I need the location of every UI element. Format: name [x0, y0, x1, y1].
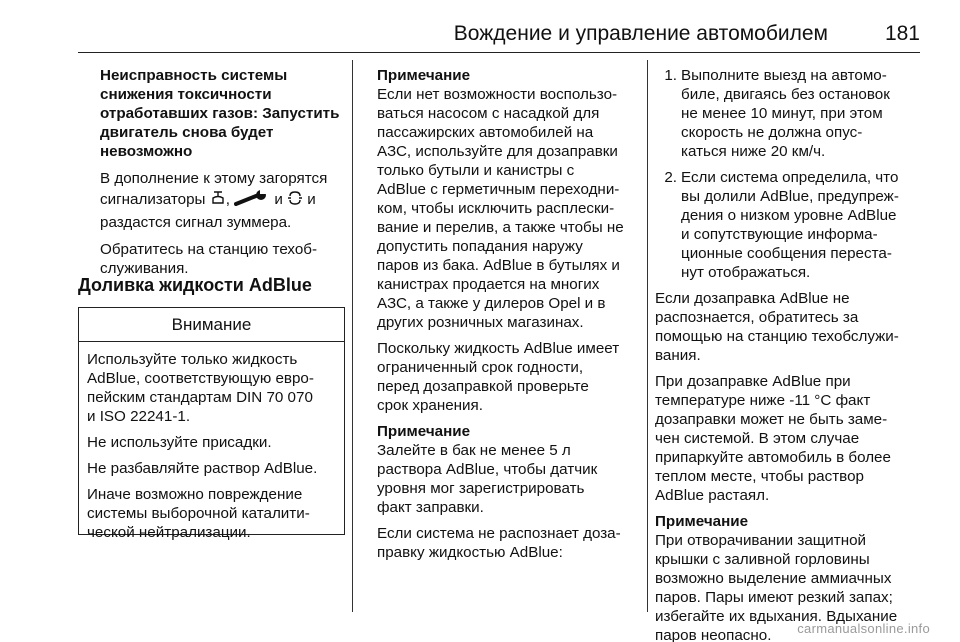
header-divider — [78, 52, 920, 53]
warning-paragraph — [87, 485, 336, 542]
watermark: carmanualsonline.info — [797, 621, 930, 636]
text-fragment: сигнализаторы — [100, 191, 210, 208]
text-line: и сопутствующие информа- — [681, 226, 878, 243]
column-divider-1 — [352, 60, 353, 612]
text-line: При дозаправке AdBlue при — [655, 373, 851, 390]
text-line: биле, двигаясь без остановок — [681, 86, 890, 103]
column-1 — [100, 66, 350, 285]
text-line: вание и перелив, а также чтобы не — [377, 219, 624, 236]
text-line: Если дозаправка AdBlue не — [655, 290, 850, 307]
text-fragment: и — [270, 191, 288, 208]
text-fragment: , — [225, 191, 235, 208]
text-line: теплом месте, чтобы раствор — [655, 468, 864, 485]
text-line: распознается, обратитесь за — [655, 309, 859, 326]
text-line: ческой нейтрализации. — [87, 524, 251, 541]
text-line: скорость не должна опус- — [681, 124, 863, 141]
heading-line: Неисправность системы — [100, 67, 288, 84]
wrench-icon — [234, 190, 270, 212]
text-line: припаркуйте автомобиль в более — [655, 449, 891, 466]
section-title: Доливка жидкости AdBlue — [78, 275, 312, 295]
text-line: пассажирских автомобилей на — [377, 124, 594, 141]
text-line: Выполните выезд на автомо- — [681, 67, 887, 84]
column-divider-2 — [647, 60, 648, 612]
page-title: Вождение и управление автомобилем — [453, 22, 828, 45]
text-line: раздастся сигнал зуммера. — [100, 214, 292, 231]
text-line: пейским стандартам DIN 70 070 — [87, 389, 313, 406]
text-line: крышки с заливной горловины — [655, 551, 870, 568]
warning-paragraph — [87, 433, 336, 452]
text-line: срок хранения. — [377, 397, 483, 414]
list-number: 1. — [664, 67, 677, 84]
note-title: Примечание — [377, 67, 471, 84]
text-line: В дополнение к этому загорятся — [100, 170, 328, 187]
text-line: помощью на станцию техобслужи- — [655, 328, 899, 345]
text-line: Если нет возможности воспользо- — [377, 86, 618, 103]
service-paragraph — [100, 240, 350, 278]
low-temperature-paragraph — [655, 372, 927, 505]
text-line: нут отображаться. — [681, 264, 811, 281]
text-line: AdBlue с герметичным переходни- — [377, 181, 620, 198]
text-line: избегайте их вдыхания. Вдыхание — [655, 608, 898, 625]
text-line: Иначе возможно повреждение — [87, 486, 303, 503]
text-line: вы долили AdBlue, предупреж- — [681, 188, 899, 205]
text-line: вания. — [655, 347, 701, 364]
text-line: температуре ниже -11 °С факт — [655, 392, 871, 409]
text-line: дения о низком уровне AdBlue — [681, 207, 897, 224]
warning-body — [79, 342, 344, 542]
text-line: При отворачивании защитной — [655, 532, 867, 549]
not-recognized-paragraph — [377, 524, 635, 562]
column-3 — [655, 66, 927, 642]
note-title: Примечание — [377, 423, 471, 440]
warning-box — [78, 307, 345, 541]
heading-line: снижения токсичности — [100, 86, 272, 103]
shelf-life-paragraph — [377, 339, 635, 415]
fault-heading — [100, 66, 350, 161]
warning-lights-paragraph — [100, 168, 350, 233]
text-line: паров неопасно. — [655, 627, 772, 642]
text-line: уровня мог зарегистрировать — [377, 480, 585, 497]
text-line: Используйте только жидкость — [87, 351, 298, 368]
text-line: АЗС, используйте для дозаправки — [377, 143, 618, 160]
text-line: Залейте в бак не менее 5 л — [377, 442, 571, 459]
text-line: и ISO 22241-1. — [87, 408, 191, 425]
text-line: системы выборочной каталити- — [87, 505, 310, 522]
text-line: перед дозаправкой проверьте — [377, 378, 589, 395]
text-line: каться ниже 20 км/ч. — [681, 143, 826, 160]
text-line: других розничных магазинах. — [377, 314, 584, 331]
text-line: паров из бака. AdBlue в бутылях и — [377, 257, 620, 274]
text-line: ком, чтобы исключить расплески- — [377, 200, 615, 217]
text-line: АЗС, а также у дилеров Opel и в — [377, 295, 606, 312]
text-line: ционные сообщения переста- — [681, 245, 892, 262]
text-line: Если система не распознает доза- — [377, 525, 621, 542]
warning-paragraph — [87, 459, 336, 478]
text-line: паров. Пары имеют резкий запах; — [655, 589, 893, 606]
warning-title: Внимание — [79, 308, 344, 342]
note-paragraph — [377, 441, 635, 517]
text-line: чен системой. В этом случае — [655, 430, 860, 447]
exhaust-warning-icon — [210, 190, 226, 212]
text-line: Поскольку жидкость AdBlue имеет — [377, 340, 620, 357]
page-number: 181 — [884, 22, 920, 45]
list-item — [655, 168, 927, 282]
text-line: правку жидкостью AdBlue: — [377, 544, 563, 561]
heading-line: невозможно — [100, 143, 193, 160]
text-line: Не разбавляйте раствор AdBlue. — [87, 460, 318, 477]
column-2 — [377, 66, 635, 569]
text-line: допустить попадания наружу — [377, 238, 583, 255]
list-item — [655, 66, 927, 161]
text-line: AdBlue, соответствующую евро- — [87, 370, 314, 387]
preheat-icon — [287, 190, 303, 212]
text-line: Не используйте присадки. — [87, 434, 272, 451]
text-line: Если система определила, что — [681, 169, 899, 186]
text-line: возможно выделение аммиачных — [655, 570, 892, 587]
text-line: Обратитесь на станцию техоб- — [100, 241, 318, 258]
heading-line: двигатель снова будет — [100, 124, 274, 141]
text-line: дозаправки может не быть заме- — [655, 411, 888, 428]
text-line: ограниченный срок годности, — [377, 359, 584, 376]
text-line: раствора AdBlue, чтобы датчик — [377, 461, 598, 478]
page-header — [0, 0, 960, 60]
list-number: 2. — [664, 169, 677, 186]
text-line: AdBlue растаял. — [655, 487, 770, 504]
text-line: служивания. — [100, 260, 189, 277]
text-line: ваться насосом с насадкой для — [377, 105, 600, 122]
note-paragraph — [377, 85, 635, 332]
text-line: не менее 10 минут, при этом — [681, 105, 883, 122]
text-line: только бутыли и канистры с — [377, 162, 575, 179]
warning-paragraph — [87, 350, 336, 426]
service-help-paragraph — [655, 289, 927, 365]
text-fragment: и — [303, 191, 316, 208]
text-line: канистрах продается на многих — [377, 276, 600, 293]
heading-line: отработавших газов: Запустить — [100, 105, 340, 122]
text-line: факт заправки. — [377, 499, 484, 516]
note-title: Примечание — [655, 513, 749, 530]
